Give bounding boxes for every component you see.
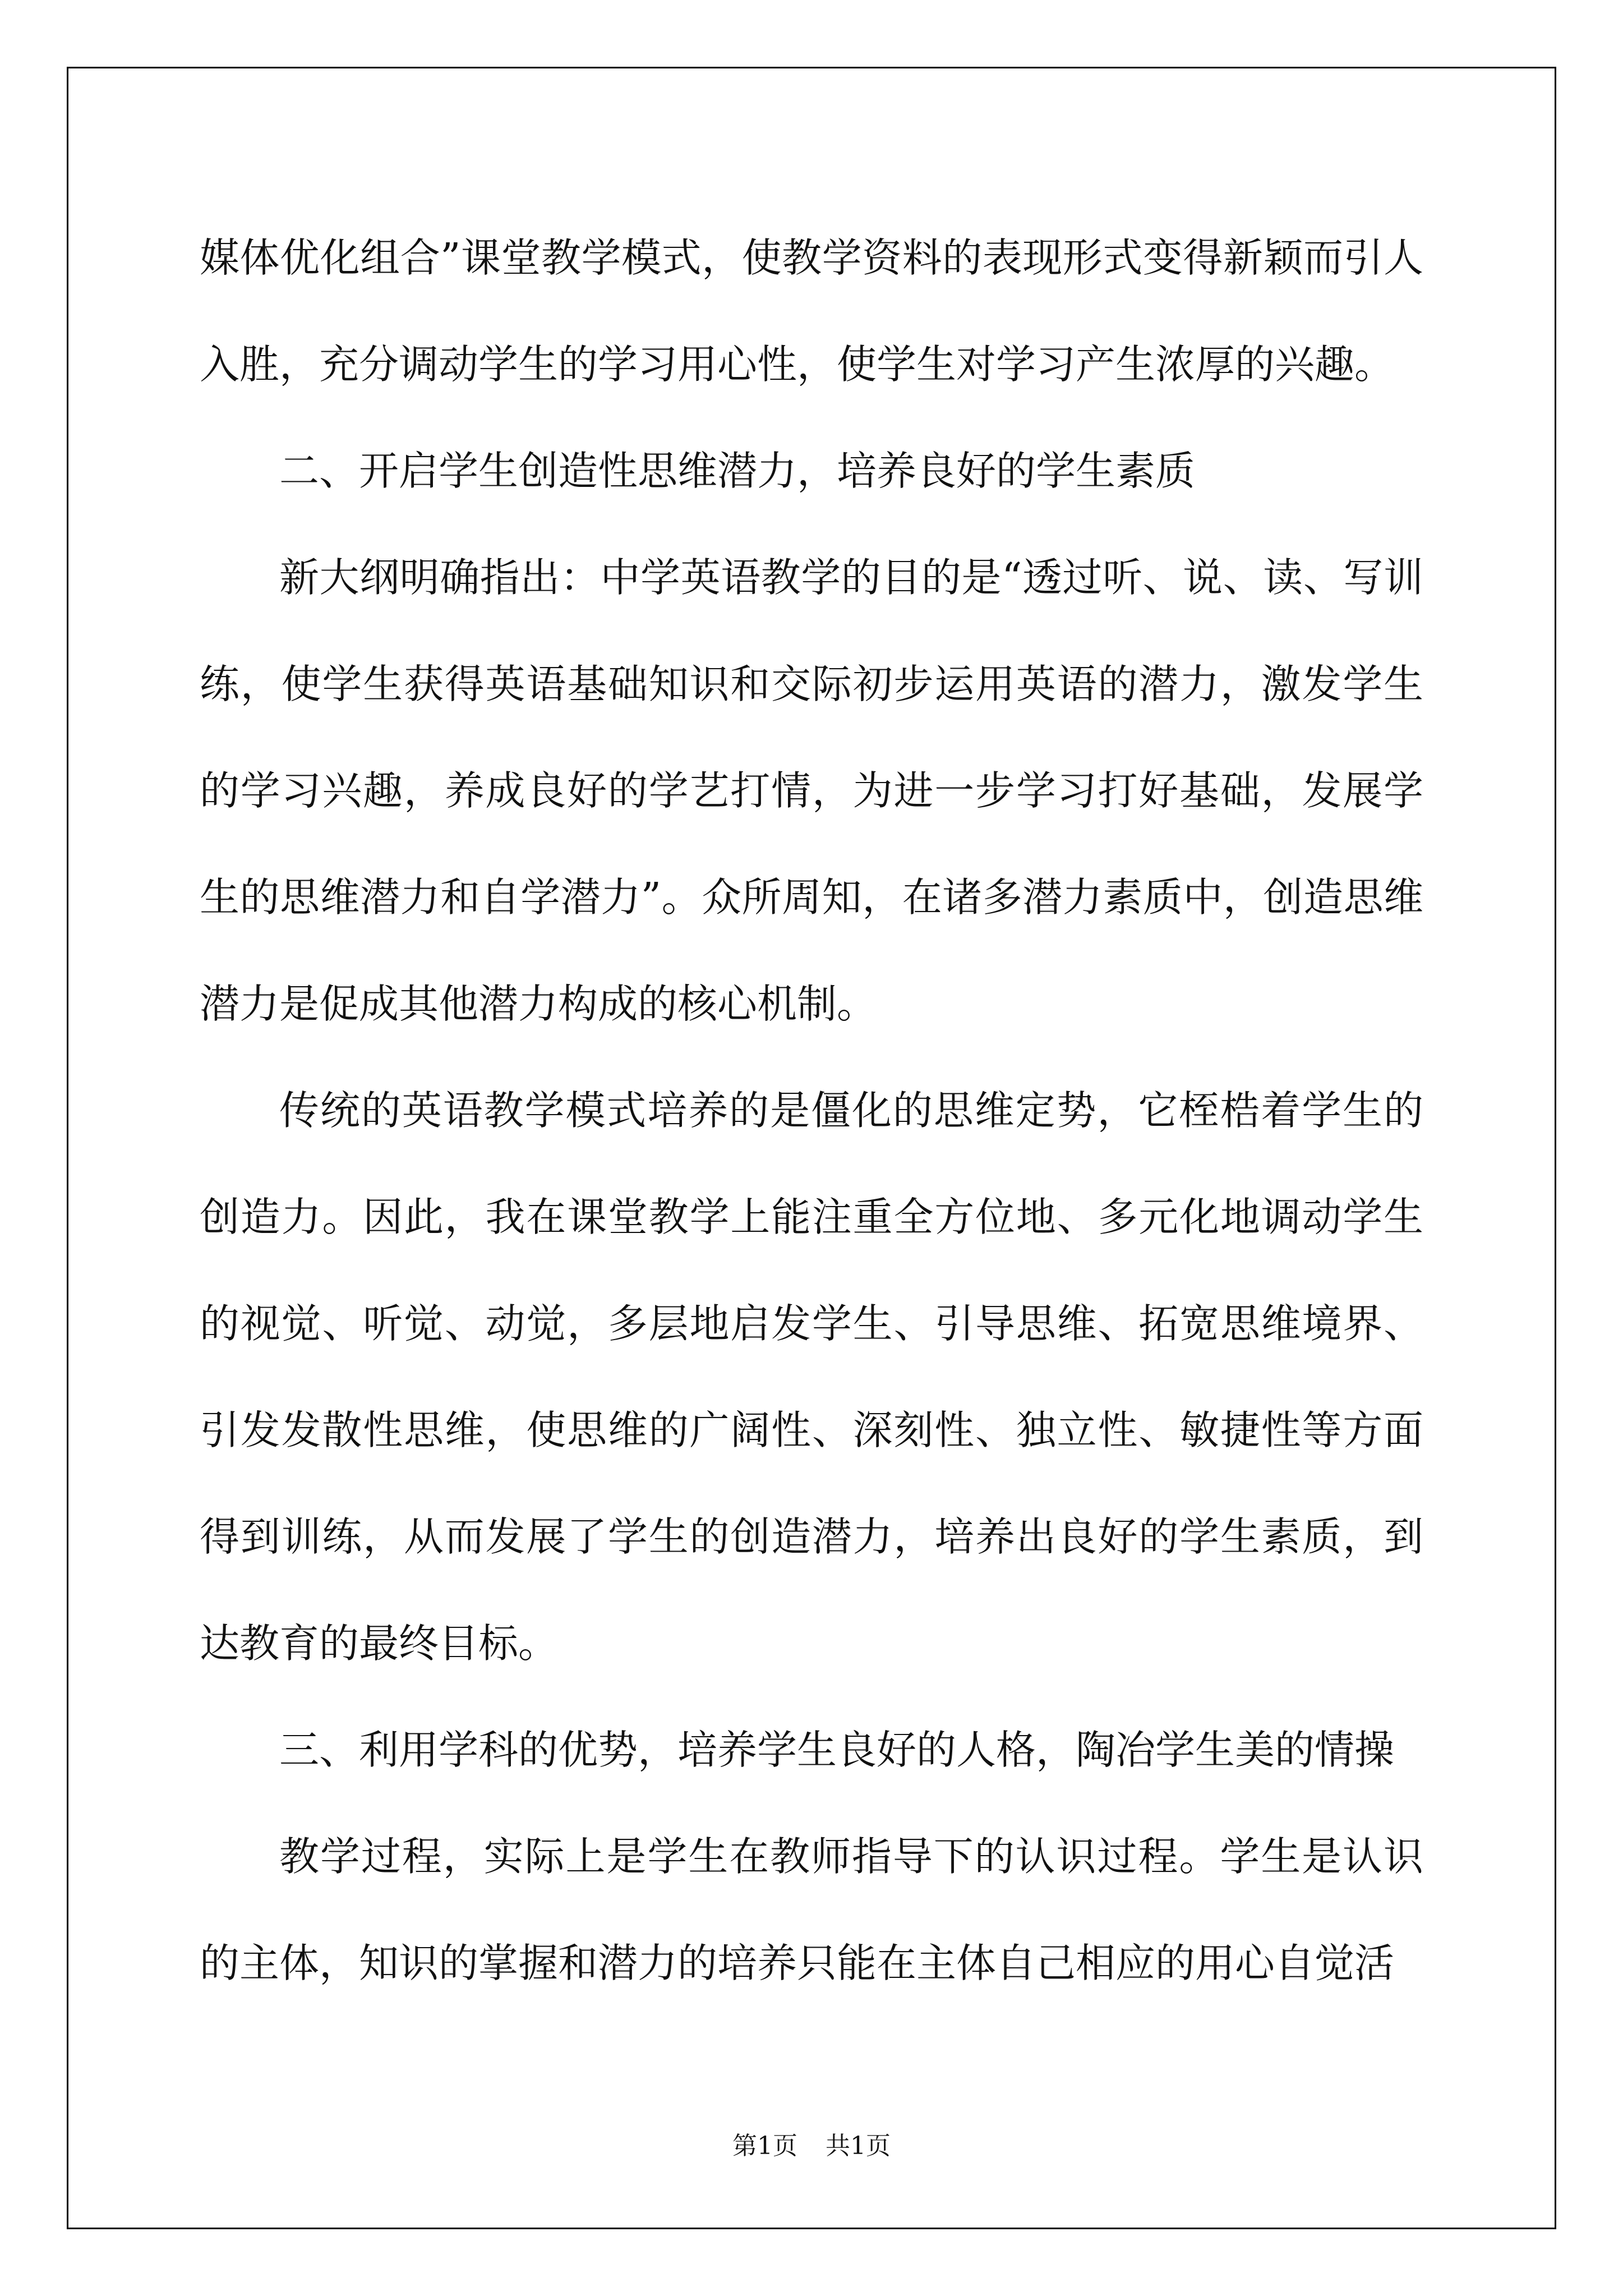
document-body <box>200 205 1423 2017</box>
paragraph-teaching-process: 教学过程，实际上是学生在教师指导下的认识过程。学生是认识的主体，知识的掌握和潜力的培养只能在主体自己相应的用心自觉活 <box>200 1833 1423 1986</box>
section-heading-three: 三、利用学科的优势，培养学生良好的人格，陶冶学生美的情操 <box>279 1727 1395 1773</box>
page-number: 第1页 <box>732 2132 797 2160</box>
page-footer <box>0 2129 1623 2163</box>
paragraph-syllabus: 新大纲明确指出：中学英语教学的目的是“透过听、说、读、写训练，使学生获得英语基础知识和交际初步运用英语的潜力，激发学生的学习兴趣，养成良好的学艺打情，为进一步学习打好基础，发展学生的思维潜力和自学潜力”。众所周知，在诸多潜力素质中，创造思维潜力是促成其他潜力构成的核心机制。 <box>200 554 1423 1027</box>
paragraph-traditional-teaching: 传统的英语教学模式培养的是僵化的思维定势，它桎梏着学生的创造力。因此，我在课堂教学上能注重全方位地、多元化地调动学生的视觉、听觉、动觉，多层地启发学生、引导思维、拓宽思维境界、引发发散性思维，使思维的广阔性、深刻性、独立性、敏捷性等方面得到训练，从而发展了学生的创造潜力，培养出良好的学生素质，到达教育的最终目标。 <box>200 1087 1423 1667</box>
page-total: 共1页 <box>826 2132 891 2160</box>
paragraph-continuation: 媒体优化组合”课堂教学模式，使教学资料的表现形式变得新颖而引人入胜，充分调动学生的学习用心性，使学生对学习产生浓厚的兴趣。 <box>200 234 1423 388</box>
section-heading-two: 二、开启学生创造性思维潜力，培养良好的学生素质 <box>279 448 1196 494</box>
